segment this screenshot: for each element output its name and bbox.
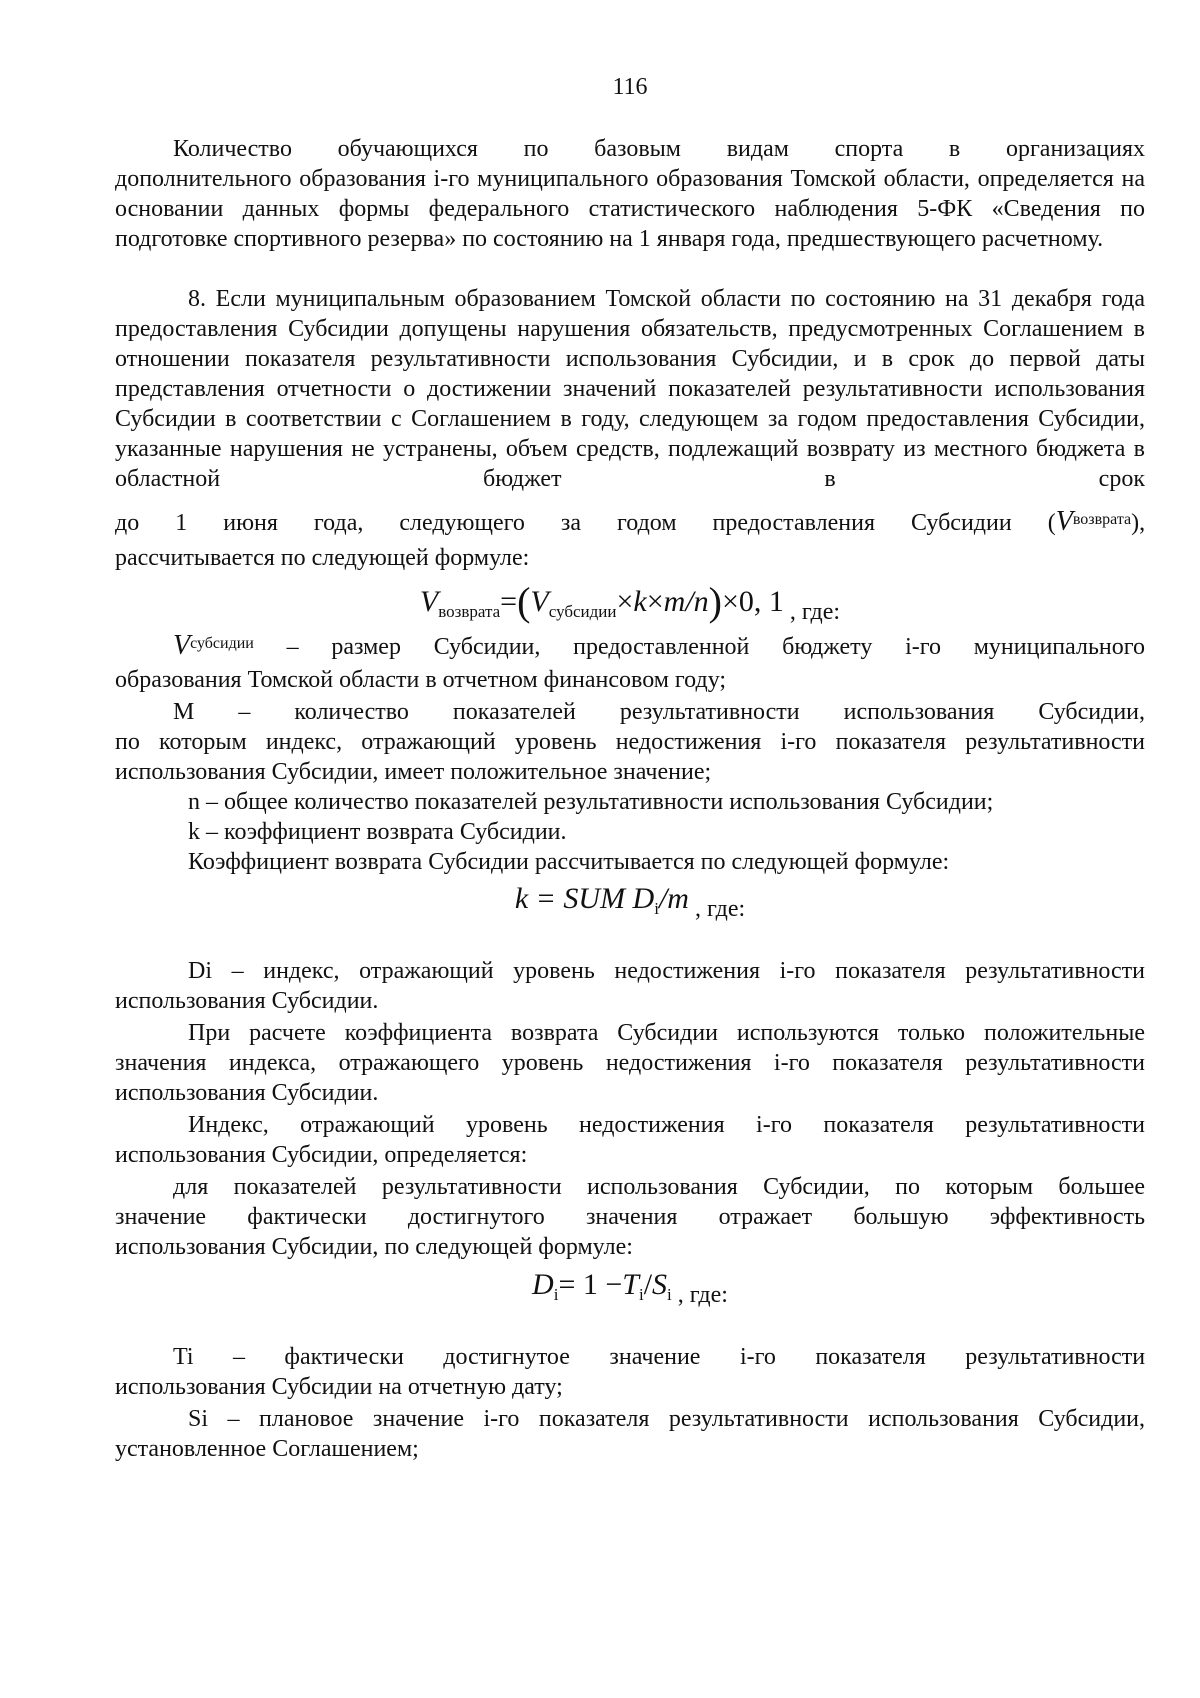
formula-subscript: субсидии xyxy=(548,602,617,621)
inline-variable xyxy=(1047,506,1146,537)
word: фактически xyxy=(247,1204,367,1230)
formula-symbol: /m xyxy=(658,882,689,915)
word: i-го xyxy=(905,634,941,660)
paragraph-students-count xyxy=(115,134,1145,254)
close-paren: ), xyxy=(1131,510,1146,536)
paragraph-tail: рассчитывается по следующей формуле: xyxy=(115,545,530,571)
word: спорта xyxy=(834,136,904,162)
for-indicators-line2 xyxy=(115,1202,1145,1232)
word: эффективность xyxy=(989,1204,1146,1230)
word: показателя xyxy=(815,1344,926,1370)
word: Субсидии, xyxy=(1038,699,1146,725)
paragraph-refund-condition xyxy=(115,284,1145,573)
variable-v: V xyxy=(1055,506,1073,537)
formula-symbol: k xyxy=(633,585,647,618)
word: по xyxy=(523,136,549,162)
word: Ti – фактически xyxy=(173,1344,404,1370)
word: базовым xyxy=(594,136,681,162)
word: значения xyxy=(585,1204,678,1230)
definition-di: Di – индекс, отражающий уровень недостижения i-го показателя результативности использования Субсидии. xyxy=(115,958,1145,1014)
word: показателей xyxy=(452,699,576,725)
word: муниципального xyxy=(973,634,1146,660)
variable-subscript: субсидии xyxy=(190,635,254,652)
for-indicators-line3: использования Субсидии, по следующей формуле: xyxy=(115,1234,633,1260)
definition-v-line xyxy=(115,626,1145,665)
formula-operator: × xyxy=(721,585,739,618)
formula-operator: × xyxy=(646,585,664,618)
formula-expression xyxy=(532,1268,672,1304)
definition-v-symbol xyxy=(173,630,254,661)
positive-values-note: При расчете коэффициента возврата Субсидии используются только положительные значения индекса, отражающего уровень недостижения i-го показателя результативности использования Субсидии. xyxy=(115,1020,1145,1106)
word: июня xyxy=(223,510,278,536)
formula-where: , где: xyxy=(694,896,746,922)
word: достигнутое xyxy=(443,1344,570,1370)
formula-di xyxy=(115,1268,1145,1309)
word: Количество xyxy=(173,136,292,162)
definition-ti-line2: использования Субсидии на отчетную дату; xyxy=(115,1374,563,1400)
formula-symbol: V xyxy=(419,585,439,618)
variable-v: V xyxy=(173,630,191,661)
definitions-block-1 xyxy=(115,626,1145,877)
word: Субсидии, xyxy=(433,634,541,660)
formula-symbol: S xyxy=(652,1268,668,1301)
word: обучающихся xyxy=(337,136,478,162)
formula-paren: ( xyxy=(517,579,531,624)
definitions-block-2 xyxy=(115,956,1145,1262)
formula-expression xyxy=(514,882,689,918)
word: 1 xyxy=(175,510,188,536)
word: предоставления xyxy=(712,510,875,536)
word: – размер xyxy=(253,634,401,660)
formula-expression xyxy=(419,579,784,624)
formula-subscript: i xyxy=(667,1285,672,1304)
word: использования xyxy=(843,699,995,725)
formula-symbol: k = SUM D xyxy=(514,882,655,915)
word: следующего xyxy=(399,510,525,536)
definition-k: k – коэффициент возврата Субсидии. xyxy=(188,819,567,845)
paragraph-body: 8. Если муниципальным образованием Томской области по состоянию на 31 декабря года предоставления Субсидии допущены нарушения обязательств, предусмотренных Соглашением в отношении показателя результативности использования Субсидии, и в срок до первой даты представления отчетности о достижении значений показателей результативности использования Субсидии в соответствии с Соглашением в году, следующем за годом предоставления Субсидии, указанные нарушения не устранены, объем средств, подлежащий возврату из местного бюджета в областной бюджет в срок xyxy=(115,286,1145,492)
word: результативности xyxy=(619,699,800,725)
word: бюджету xyxy=(782,634,873,660)
formula-coefficient: 0, 1 xyxy=(738,585,784,618)
formula-operator: × xyxy=(616,585,634,618)
word: i-го xyxy=(739,1344,776,1370)
definition-m-line xyxy=(115,697,1145,727)
paragraph-body: дополнительного образования i-го муниципального образования Томской области, определяется на основании данных формы федерального статистического наблюдения 5-ФК «Сведения по подготовке спортивного резерва» по состоянию на 1 января года, предшествующего расчетному. xyxy=(115,166,1145,252)
formula-refund-volume xyxy=(115,578,1145,626)
variable-subscript: возврата xyxy=(1072,511,1132,528)
formula-where: , где: xyxy=(789,599,841,625)
word: значение xyxy=(609,1344,701,1370)
page-number: 116 xyxy=(612,74,648,100)
word: значение xyxy=(115,1204,207,1230)
definitions-block-3 xyxy=(115,1342,1145,1464)
word: результативности xyxy=(965,1344,1146,1370)
formula-where: , где: xyxy=(677,1282,728,1308)
formula-symbol: T xyxy=(622,1268,639,1301)
word: отражает xyxy=(718,1204,813,1230)
paragraph-first-line xyxy=(115,134,1145,164)
word: видам xyxy=(726,136,789,162)
word: в xyxy=(948,136,961,162)
formula-symbol: D xyxy=(532,1268,554,1301)
formula-subscript: i xyxy=(654,899,659,918)
word: Субсидии xyxy=(911,510,1012,536)
formula-operator: = xyxy=(500,585,518,618)
formula-operator: = 1 − xyxy=(558,1268,623,1301)
definition-m-rest: по которым индекс, отражающий уровень недостижения i-го показателя результативности использования Субсидии, имеет положительное значение; xyxy=(115,729,1145,785)
formula-symbol: V xyxy=(530,585,549,618)
word: годом xyxy=(617,510,677,536)
formula-subscript: i xyxy=(553,1285,559,1304)
for-indicators-line1: для показателей результативности использования Субсидии, по которым большее xyxy=(173,1174,1145,1200)
word: до xyxy=(115,510,140,536)
definition-ti-line1 xyxy=(115,1342,1145,1372)
word: года, xyxy=(313,510,364,536)
word: М – количество xyxy=(173,699,409,725)
formula-k xyxy=(115,882,1145,923)
index-definition-intro: Индекс, отражающий уровень недостижения i-го показателя результативности использования Субсидии, определяется: xyxy=(115,1112,1145,1168)
definition-v-line2: образования Томской области в отчетном финансовом году; xyxy=(115,667,727,693)
open-paren: ( xyxy=(1047,510,1056,536)
formula-operator: / xyxy=(643,1268,653,1301)
k-formula-intro: Коэффициент возврата Субсидии рассчитывается по следующей формуле: xyxy=(188,849,950,875)
word: большую xyxy=(853,1204,949,1230)
word: достигнутого xyxy=(407,1204,545,1230)
word: за xyxy=(560,510,581,536)
definition-si: Si – плановое значение i-го показателя результативности использования Субсидии, установленное Соглашением; xyxy=(115,1406,1145,1462)
paragraph-deadline-line xyxy=(115,500,1145,543)
formula-subscript: возврата xyxy=(438,602,501,621)
formula-paren: ) xyxy=(708,579,722,624)
word: предоставленной xyxy=(573,634,750,660)
word: организациях xyxy=(1005,136,1145,162)
definition-n: n – общее количество показателей результативности использования Субсидии; xyxy=(188,789,994,815)
formula-symbol: m/n xyxy=(663,585,709,618)
formula-subscript: i xyxy=(638,1285,644,1304)
